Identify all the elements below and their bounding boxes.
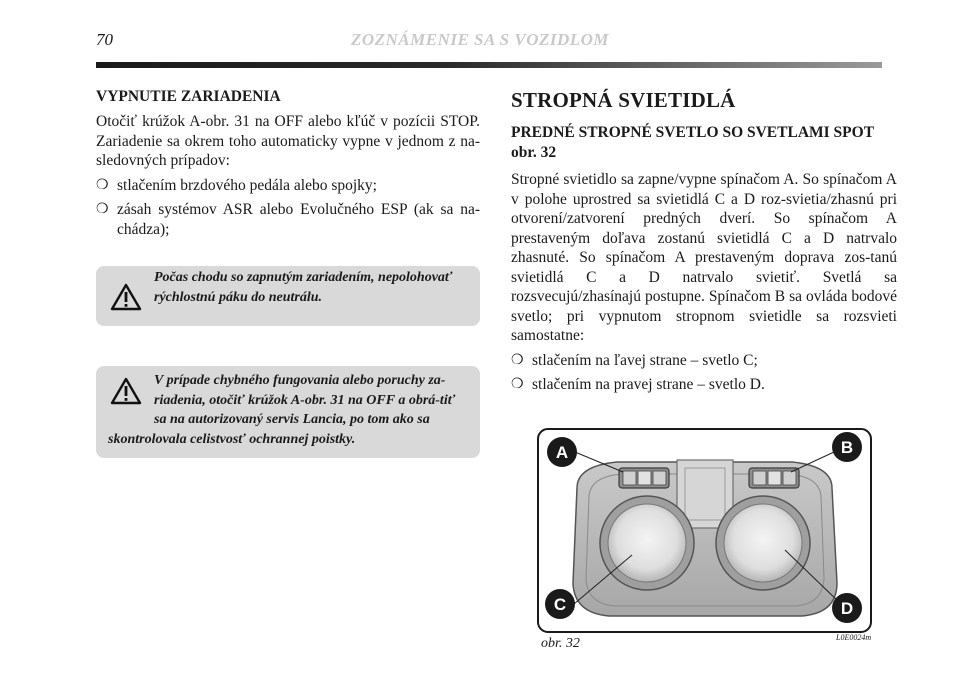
bullet-marker: ❍ [511,352,524,368]
label-c: C [553,595,567,614]
page-number: 70 [96,30,113,49]
right-column [511,86,897,395]
figure-code: L0E0024m [836,633,872,642]
warning-text-continued: skontrolovala celistvosť ochrannej poistky. [108,431,356,447]
chapter-title: ZOZNÁMENIE SA S VOZIDLOM [350,30,610,49]
subsection-heading: PREDNÉ STROPNÉ SVETLO SO SVETLAMI SPOT obr. 32 [511,124,874,161]
list-item-text: stlačením brzdového pedála alebo spojky; [117,176,377,194]
list-item [511,375,897,395]
switch-b[interactable] [749,468,799,488]
list-item-text: stlačením na ľavej strane – svetlo C; [532,351,758,369]
bullet-marker: ❍ [511,377,524,392]
body-paragraph: Stropné svietidlo sa zapne/vypne spínačom A. So spínačom A v polohe uprostred sa svietidlá C a D roz-svietia/zhasnú pri otvorení/zatvorení predných dverí. So spínačom A prestaveným doľava zostanú svietidlá C a D natrvalo zhasnuté. So spínačom A prestaveným doprava zos-tanú svietidlá C a D natrvalo svietiť. Svetlá sa rozsvecujú/zhasínajú postupne. Spínačom B sa ovláda bodové svetlo; pri vypnutom stropnom svietidle sa rozsvieti samostatne: [511,171,897,344]
bullet-marker: ❍ [96,177,109,193]
left-column [96,86,480,239]
warning-triangle-icon [110,377,142,412]
bullet-marker: ❍ [96,202,109,217]
figure-caption: obr. 32 [541,636,580,651]
intro-paragraph: Otočiť krúžok A-obr. 31 na OFF alebo kľúč v pozícii STOP. Zariadenie sa okrem toho automaticky vypne v jednom z na-sledovných prípadov: [96,113,480,169]
list-item [96,176,480,196]
label-a: A [555,443,569,462]
ceiling-light-figure [537,428,872,633]
section-title: STROPNÁ SVIETIDLÁ [511,88,736,112]
warning-text: Počas chodu so zapnutým zariadením, nepolohovať rýchlostnú páku do neutrálu. [154,270,453,305]
warning-box [96,366,480,458]
label-b: B [840,438,854,457]
warning-box [96,266,480,326]
header-rule [96,62,882,68]
list-item-text: zásah systémov ASR alebo Evolučného ESP (ak sa na-chádza); [117,201,480,238]
label-d: D [840,599,854,618]
list-item [511,351,897,371]
warning-triangle-icon [110,283,142,318]
list-item-text: stlačením na pravej strane – svetlo D. [532,376,765,393]
warning-text: V prípade chybného fungovania alebo poruchy za-riadenia, otočiť krúžok A-obr. 31 na OFF a obrá-tiť sa na autorizovaný servis Lancia, po tom ako sa [154,373,456,427]
section-heading: VYPNUTIE ZARIADENIA [96,88,281,105]
switch-a[interactable] [619,468,669,488]
list-item [96,200,480,239]
